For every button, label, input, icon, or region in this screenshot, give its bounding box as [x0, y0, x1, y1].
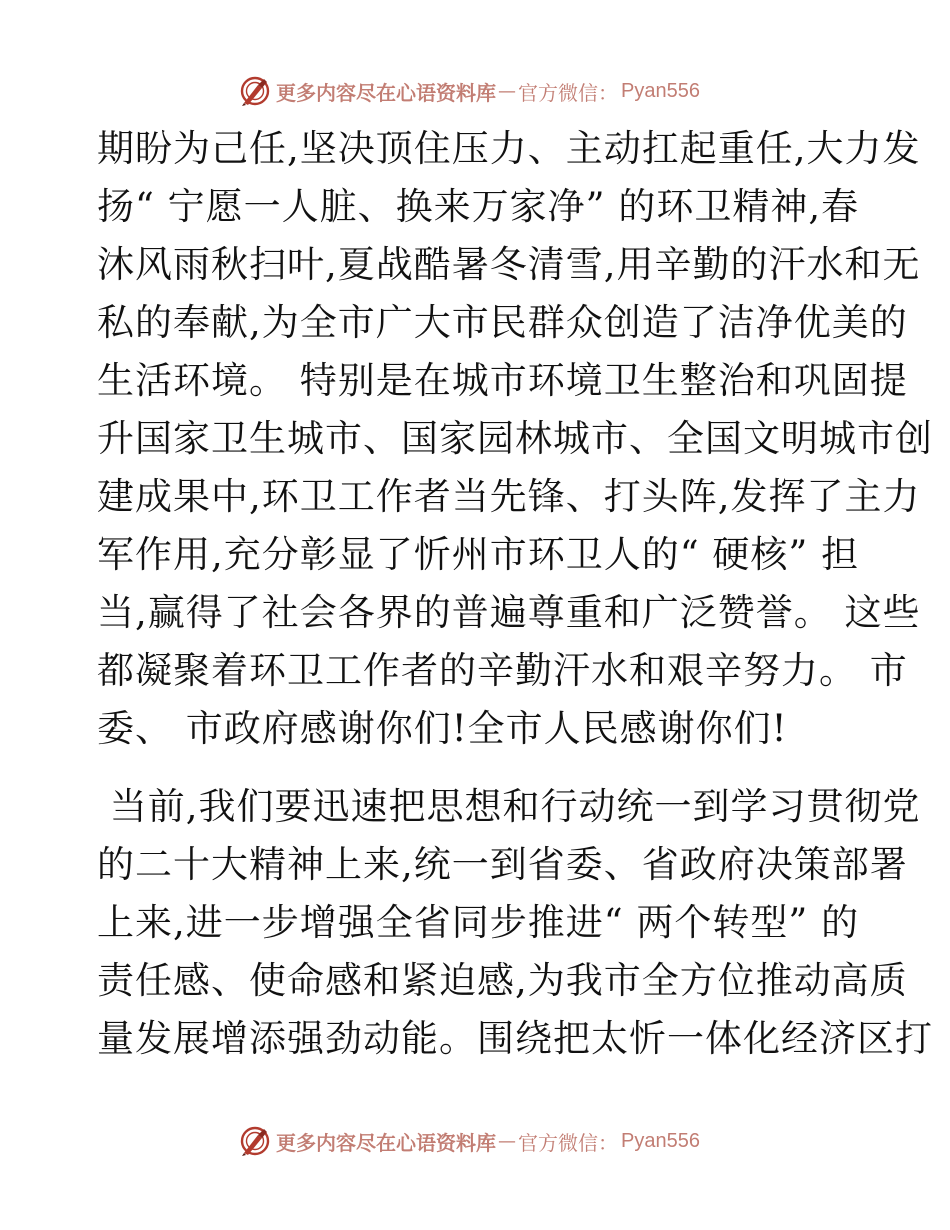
text-line: 期盼为己任,坚决顶住压力、主动扛起重任,大力发	[97, 127, 921, 170]
footer-separator: —	[498, 1130, 517, 1152]
header-banner	[0, 71, 950, 111]
header-wechat-label: 官方微信：	[518, 80, 619, 105]
header-banner-content	[238, 74, 700, 108]
header-separator: —	[498, 80, 517, 102]
text-line: 上来,进一步增强全省同步推进“ 两个转型” 的	[97, 901, 860, 944]
paragraph-spacer	[97, 758, 857, 778]
footer-site-text: 更多内容尽在心语资料库	[276, 1130, 497, 1155]
footer-wechat-id: Pyan556	[621, 1129, 700, 1152]
paragraph-1	[97, 120, 933, 758]
text-line: 私的奉献,为全市广大市民群众创造了洁净优美的	[97, 301, 908, 344]
pen-logo-icon	[238, 74, 272, 108]
header-wechat-id: Pyan556	[621, 79, 700, 102]
text-line: 量发展增添强劲动能。围绕把太忻一体化经济区打	[97, 1017, 933, 1060]
text-line: 升国家卫生城市、国家园林城市、全国文明城市创	[97, 417, 933, 460]
text-line: 军作用,充分彰显了忻州市环卫人的“ 硬核” 担	[97, 533, 860, 576]
text-line: 扬“ 宁愿一人脏、换来万家净” 的环卫精神,春	[97, 185, 860, 228]
document-body	[97, 120, 933, 1068]
footer-banner-content	[238, 1124, 700, 1158]
header-site-text: 更多内容尽在心语资料库	[276, 80, 497, 105]
text-line: 的二十大精神上来,统一到省委、省政府决策部署	[97, 843, 908, 886]
text-line: 责任感、使命感和紧迫感,为我市全方位推动高质	[97, 959, 908, 1002]
text-line: 都凝聚着环卫工作者的辛勤汗水和艰辛努力。 市	[97, 649, 908, 692]
footer-wechat-label: 官方微信：	[518, 1130, 619, 1155]
text-line: 生活环境。 特别是在城市环境卫生整治和巩固提	[97, 359, 908, 402]
paragraph-2	[97, 778, 933, 1068]
text-line: 沐风雨秋扫叶,夏战酷暑冬清雪,用辛勤的汗水和无	[97, 243, 921, 286]
text-line: 委、 市政府感谢你们!全市人民感谢你们!	[97, 707, 788, 750]
pen-logo-icon	[238, 1124, 272, 1158]
text-line: 当前,我们要迅速把思想和行动统一到学习贯彻党	[97, 785, 921, 828]
text-line: 当,赢得了社会各界的普遍尊重和广泛赞誉。 这些	[97, 591, 921, 634]
text-line: 建成果中,环卫工作者当先锋、打头阵,发挥了主力	[97, 475, 921, 518]
footer-banner	[0, 1121, 950, 1161]
